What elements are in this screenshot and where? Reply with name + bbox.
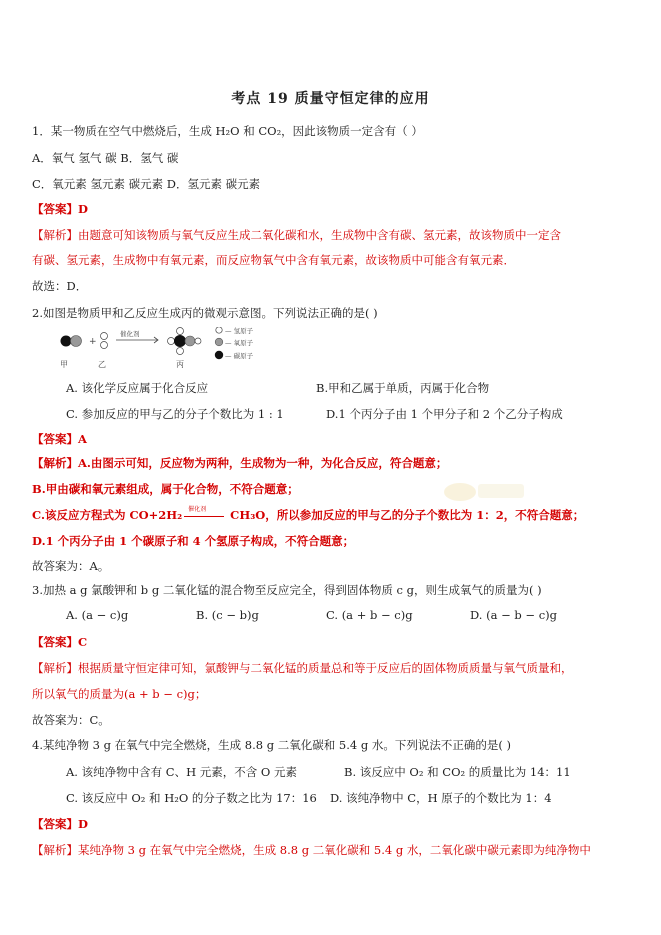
q2-stem: 2.如图是物质甲和乙反应生成丙的微观示意图。下列说法正确的是( ): [32, 306, 378, 320]
oxygen-atom: [71, 336, 82, 347]
q3-answer: 【答案】C: [32, 635, 88, 649]
label-yi: 乙: [98, 360, 106, 369]
legend-hydrogen: — 氢原子: [225, 327, 254, 335]
q3-option-c: C. (a + b − c)g: [326, 608, 413, 622]
q3-explanation-line1: 【解析】根据质量守恒定律可知，氯酸钾与二氧化锰的质量总和等于反应后的固体物质质量与氧气质量和，: [32, 661, 573, 675]
legend-oxygen: — 氧原子: [225, 339, 254, 347]
q1-conclusion: 故选：D．: [32, 279, 88, 293]
page-title: 考点 19 质量守恒定律的应用: [231, 91, 430, 107]
q2-option-d: D.1 个丙分子由 1 个甲分子和 2 个乙分子构成: [326, 407, 563, 421]
legend-oxygen-icon: [215, 338, 223, 346]
hydrogen-atom: [195, 338, 201, 344]
q2-explanation-a: 【解析】A.由图示可知，反应物为两种，生成物为一种，为化合反应，符合题意；: [32, 456, 448, 470]
label-bing: 丙: [176, 360, 184, 369]
q3-explanation-line2: 所以氧气的质量为(a + b − c)g；: [32, 687, 207, 701]
legend-carbon-icon: [215, 351, 223, 359]
q1-options-cd: C．氧元素 氢元素 碳元素 D．氢元素 碳元素: [32, 177, 261, 191]
equation-left: C.该反应方程式为 CO+2H₂: [32, 508, 183, 522]
q2-explanation-c: [32, 507, 584, 523]
q2-option-c: C. 参加反应的甲与乙的分子个数比为 1 : 1: [66, 407, 284, 421]
hydrogen-atom: [101, 342, 108, 349]
hydrogen-atom: [101, 333, 108, 340]
q1-options-ab: A．氧气 氢气 碳 B．氢气 碳: [32, 151, 179, 165]
q3-option-a: A. (a − c)g: [66, 608, 129, 622]
q4-option-d: D. 该纯净物中 C，H 原子的个数比为 1：4: [330, 791, 552, 805]
q3-option-d: D. (a − b − c)g: [470, 608, 558, 622]
q1-explanation-line2: 有碳、氢元素，生成物中有氧元素，而反应物氧气中含有氧元素，故该物质中可能含有氧元素．: [32, 253, 515, 267]
molecule-reaction-diagram: [58, 327, 288, 373]
hydrogen-atom: [168, 338, 175, 345]
q4-option-c: C. 该反应中 O₂ 和 H₂O 的分子数之比为 17：16: [66, 791, 317, 805]
arrow-label: 催化剂: [120, 330, 140, 338]
q4-option-a: A. 该纯净物中含有 C、H 元素，不含 O 元素: [66, 765, 297, 779]
q1-explanation-line1: 【解析】由题意可知该物质与氧气反应生成二氧化碳和水，生成物中含有碳、氢元素，故该物质中一定含: [32, 228, 561, 242]
legend-carbon: — 碳原子: [225, 352, 254, 360]
q4-stem: 4.某纯净物 3 g 在氧气中完全燃烧，生成 8.8 g 二氧化碳和 5.4 g 水。下列说法不正确的是( ): [32, 738, 511, 752]
catalyst-arrow: [182, 506, 226, 521]
legend-hydrogen-icon: [216, 327, 222, 333]
q3-option-b: B. (c − b)g: [196, 608, 259, 622]
q2-option-b: B.甲和乙属于单质，丙属于化合物: [316, 381, 490, 395]
q4-explanation-line1: 【解析】某纯净物 3 g 在氧气中完全燃烧，生成 8.8 g 二氧化碳和 5.4 g 水，二氧化碳中碳元素即为纯净物中: [32, 843, 591, 857]
q1-stem: 1．某一物质在空气中燃烧后，生成 H₂O 和 CO₂，因此该物质一定含有（ ）: [32, 124, 423, 138]
hydrogen-atom: [177, 328, 184, 335]
q3-stem: 3.加热 a g 氯酸钾和 b g 二氧化锰的混合物至反应完全，得到固体物质 c g，则生成氧气的质量为( ): [32, 583, 542, 597]
watermark-logo: [440, 478, 530, 504]
plus-sign: +: [89, 337, 97, 347]
oxygen-atom: [185, 336, 195, 346]
q2-explanation-b: B.甲由碳和氧元素组成，属于化合物，不符合题意；: [32, 482, 299, 496]
q2-option-a: A. 该化学反应属于化合反应: [66, 381, 209, 395]
equation-right: CH₃O，所以参加反应的甲与乙的分子个数比为 1：2，不符合题意；: [226, 508, 585, 522]
q1-answer: 【答案】D: [32, 202, 88, 216]
hydrogen-atom: [177, 348, 184, 355]
q4-answer: 【答案】D: [32, 817, 88, 831]
q3-conclusion: 故答案为：C。: [32, 713, 110, 727]
carbon-atom: [174, 335, 186, 347]
q2-conclusion: 故答案为：A。: [32, 559, 110, 573]
label-jia: 甲: [60, 360, 68, 369]
q2-answer: 【答案】A: [32, 432, 87, 446]
carbon-atom: [61, 336, 72, 347]
catalyst-label: 催化剂: [188, 506, 207, 513]
q4-option-b: B. 该反应中 O₂ 和 CO₂ 的质量比为 14：11: [344, 765, 571, 779]
q2-explanation-d: D.1 个丙分子由 1 个碳原子和 4 个氢原子构成，不符合题意；: [32, 534, 355, 548]
